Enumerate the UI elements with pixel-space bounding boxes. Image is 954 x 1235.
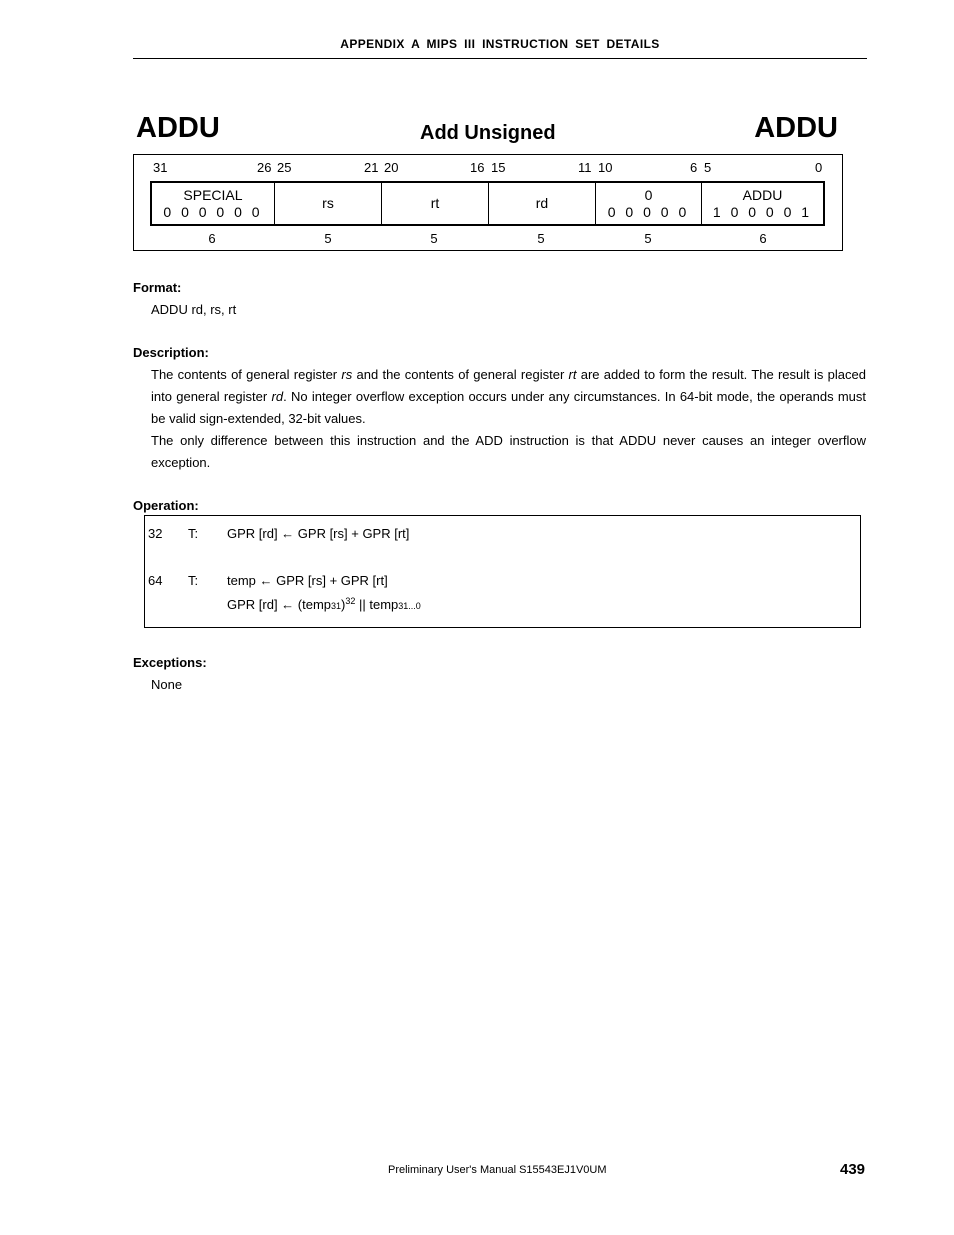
field-label: ADDU [742,186,783,203]
bit-number: 11 [578,160,592,175]
mnemonic-right: ADDU [754,112,838,144]
bit-number: 10 [598,160,613,175]
field-width: 5 [324,231,332,246]
op-expr-64-line2: GPR [rd] ← (temp31)$^{32}$ || temp31...0 [227,596,421,612]
op-expr-64-line1: temp ← GPR [rs] + GPR [rt] [227,573,388,588]
page-number: 439 [840,1161,866,1178]
field-label: rt [430,195,440,211]
field-width: 5 [537,231,545,246]
bit-number: 16 [470,160,485,175]
op-mode-64: 64 [148,573,163,588]
field-label: rs [322,195,334,211]
field-rd [489,183,596,224]
field-code: 0 0 0 0 0 [607,203,690,220]
field-sa [596,183,702,224]
format-heading: Format: [133,280,182,295]
op-timing-32: T: [188,526,199,541]
field-code: 1 0 0 0 0 1 [712,203,813,220]
exceptions-heading: Exceptions: [133,655,207,670]
field-rs [275,183,382,224]
field-label: 0 [644,186,653,203]
field-label: rd [535,195,549,211]
field-width: 6 [208,231,216,246]
field-special [152,183,275,224]
field-width: 5 [644,231,652,246]
description-paragraph-2: The only difference between this instruction and the ADD instruction is that ADDU never causes an integer overflow exception. [151,433,866,470]
footer-manual-title: Preliminary User's Manual S15543EJ1V0UM [388,1164,607,1176]
op-timing-64: T: [188,573,199,588]
bit-number: 0 [815,160,823,175]
field-code: 0 0 0 0 0 0 [163,203,263,220]
bit-number: 31 [153,160,168,175]
field-width: 5 [430,231,438,246]
field-label: SPECIAL [183,186,243,203]
encoding-fields [150,181,825,226]
header-rule [133,58,867,59]
description-heading: Description: [133,345,209,360]
op-expr-32: GPR [rd] ← GPR [rs] + GPR [rt] [227,526,410,541]
format-syntax: ADDU rd, rs, rt [151,302,237,317]
operation-heading: Operation: [133,498,199,513]
field-function [702,183,823,224]
bit-number: 20 [384,160,399,175]
bit-number: 6 [690,160,698,175]
description-paragraph-1: The contents of general register rs and the contents of general register rt are added to form the result. The result is placed into general register rd. No integer overflow exception occurs under any circumstances. In 64-bit mode, the operands must be valid sign-extended, 32-bit values. [151,367,867,426]
bit-number: 25 [277,160,292,175]
bit-number: 5 [704,160,712,175]
running-header: APPENDIX A MIPS III INSTRUCTION SET DETAILS [340,37,660,51]
op-mode-32: 32 [148,526,163,541]
exceptions-text: None [151,677,183,692]
instruction-name: Add Unsigned [420,122,556,144]
mnemonic-left: ADDU [136,112,220,144]
field-width: 6 [759,231,767,246]
bit-number: 15 [491,160,506,175]
field-rt [382,183,489,224]
bit-number: 26 [257,160,272,175]
bit-number: 21 [364,160,379,175]
